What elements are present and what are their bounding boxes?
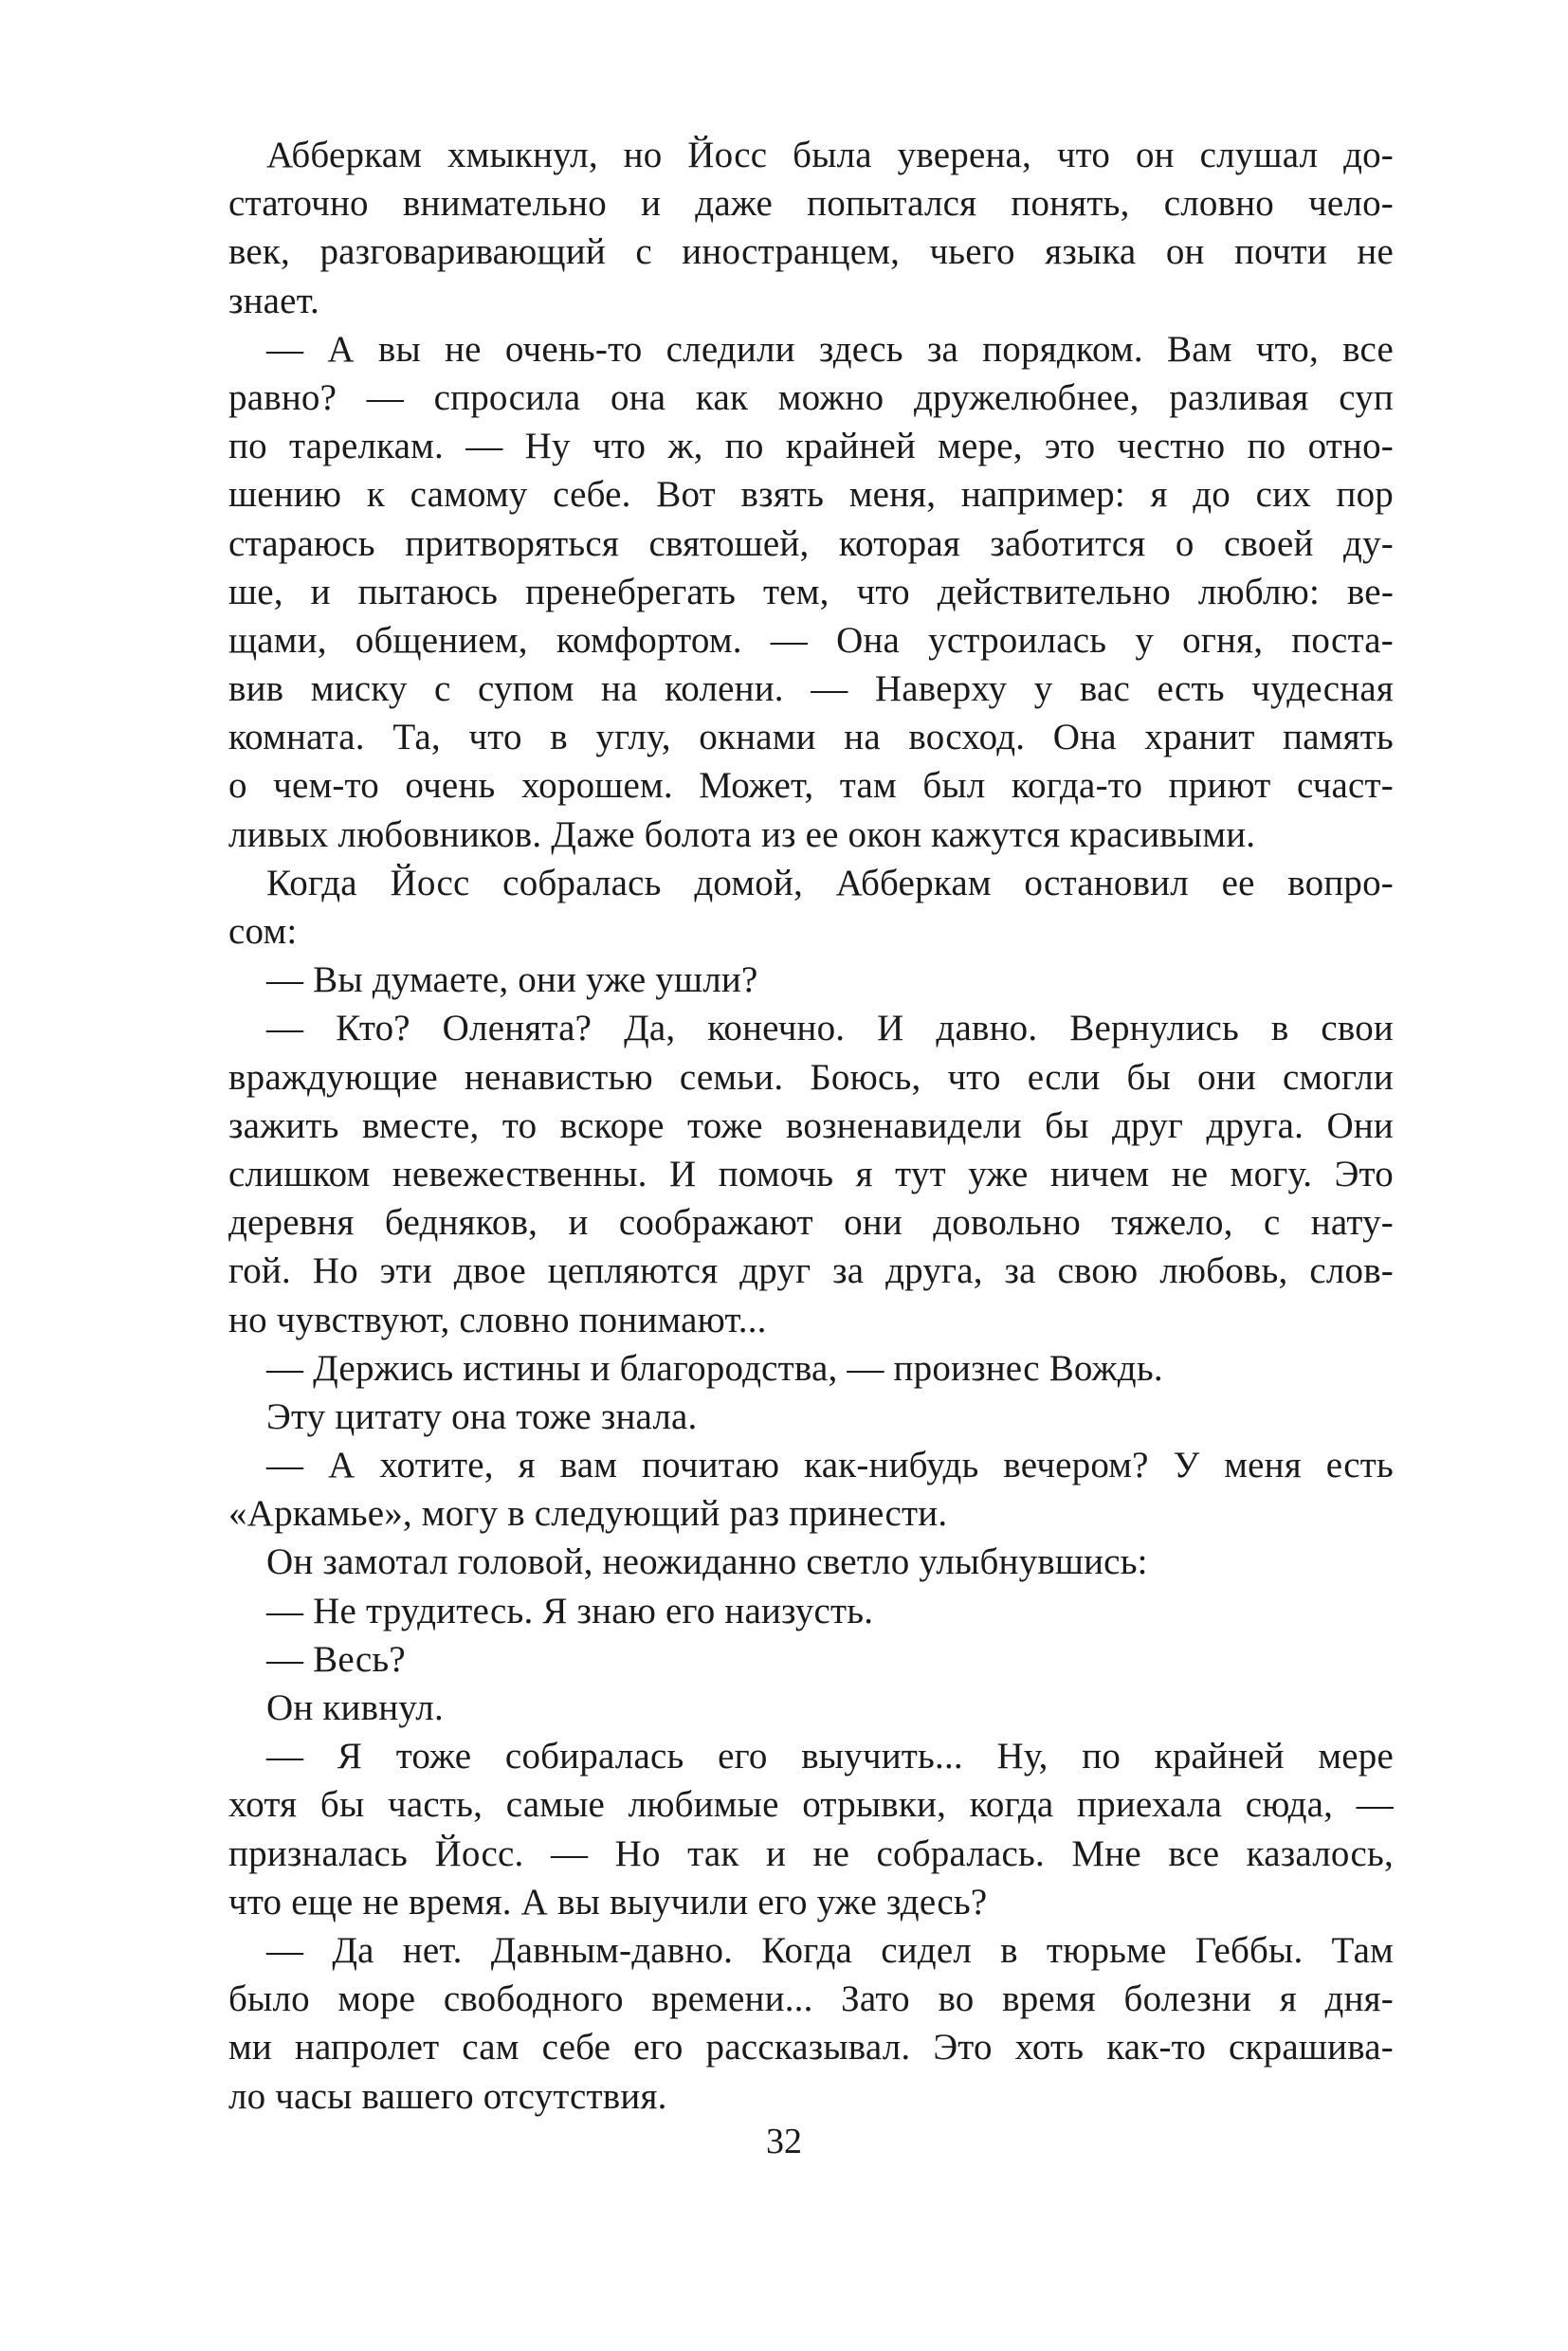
text-line: что еще не время. А вы выучили его уже здесь? (228, 1881, 988, 1923)
text-line: враждующие ненавистью семьи. Боюсь, что если бы они смогли (228, 1056, 1394, 1098)
text-line: вив миску с супом на колени. — Наверху у вас есть чудесная (228, 668, 1394, 710)
text-line: ливых любовников. Даже болота из ее окон кажутся красивыми. (228, 813, 1256, 855)
text-line: Он кивнул. (266, 1687, 444, 1728)
text-line: шению к самому себе. Вот взять меня, например: я до сих пор (228, 474, 1394, 516)
text-line: — А хотите, я вам почитаю как-нибудь вечером? У меня есть (266, 1445, 1394, 1486)
text-line: — Кто? Оленята? Да, конечно. И давно. Вернулись в свои (266, 1008, 1394, 1049)
text-line: Эту цитату она тоже знала. (266, 1395, 698, 1437)
text-line: о чем-то очень хорошем. Может, там был когда-то приют счаст- (228, 765, 1394, 807)
text-line: — А вы не очень-то следили здесь за порядком. Вам что, все (266, 328, 1394, 370)
text-line: Когда Йосс собралась домой, Абберкам остановил ее вопро- (266, 862, 1394, 903)
text-line: знает. (228, 280, 319, 321)
text-line: стараюсь притворяться святошей, которая заботится о своей ду- (228, 522, 1394, 564)
text-line: зажить вместе, то вскоре тоже возненавидели бы друг друга. Они (228, 1104, 1394, 1146)
page-number: 32 (766, 2122, 802, 2161)
text-line: — Да нет. Давным-давно. Когда сидел в тюрьме Геббы. Там (266, 1929, 1394, 1971)
text-line: равно? — спросила она как можно дружелюбнее, разливая суп (228, 376, 1394, 418)
text-line: — Не трудитесь. Я знаю его наизусть. (266, 1590, 874, 1631)
text-line: ми напролет сам себе его рассказывал. Это хоть как-то скрашива- (228, 2027, 1394, 2069)
text-line: статочно внимательно и даже попытался понять, словно чело- (228, 183, 1394, 225)
text-line: было море свободного времени... Зато во время болезни я дня- (228, 1978, 1394, 2020)
text-line: по тарелкам. — Ну что ж, по крайней мере, это честно по отно- (228, 426, 1394, 467)
text-line: хотя бы часть, самые любимые отрывки, когда приехала сюда, — (228, 1784, 1394, 1826)
text-line: — Держись истины и благородства, — произнес Вождь. (266, 1347, 1163, 1389)
text-line: гой. Но эти двое цепляются друг за друга, за свою любовь, слов- (228, 1250, 1394, 1292)
text-line: ло часы вашего отсутствия. (228, 2075, 667, 2117)
text-line: Он замотал головой, неожиданно светло улыбнувшись: (266, 1541, 1148, 1583)
text-line: деревня бедняков, и соображают они довольно тяжело, с нату- (228, 1202, 1394, 1244)
page-body-text (228, 131, 1394, 2121)
text-line: сом: (228, 911, 298, 952)
text-line: — Весь? (266, 1638, 406, 1680)
text-line: — Я тоже собиралась его выучить... Ну, по крайней мере (266, 1736, 1394, 1777)
text-line: ше, и пытаюсь пренебрегать тем, что действительно люблю: ве- (228, 571, 1394, 612)
text-line: слишком невежественны. И помочь я тут уже ничем не могу. Это (228, 1153, 1394, 1194)
text-line: — Вы думаете, они уже ушли? (266, 959, 758, 1001)
text-line: призналась Йосс. — Но так и не собралась. Мне все казалось, (228, 1832, 1394, 1874)
text-line: но чувствуют, словно понимают... (228, 1299, 767, 1340)
text-line: век, разговаривающий с иностранцем, чьего языка он почти не (228, 231, 1394, 273)
text-line: «Аркамье», могу в следующий раз принести. (228, 1493, 948, 1535)
text-line: комната. Та, что в углу, окнами на восход. Она хранит память (228, 717, 1394, 758)
text-line: Абберкам хмыкнул, но Йосс была уверена, что он слушал до- (266, 135, 1394, 175)
text-line: щами, общением, комфортом. — Она устроилась у огня, поста- (228, 619, 1394, 661)
